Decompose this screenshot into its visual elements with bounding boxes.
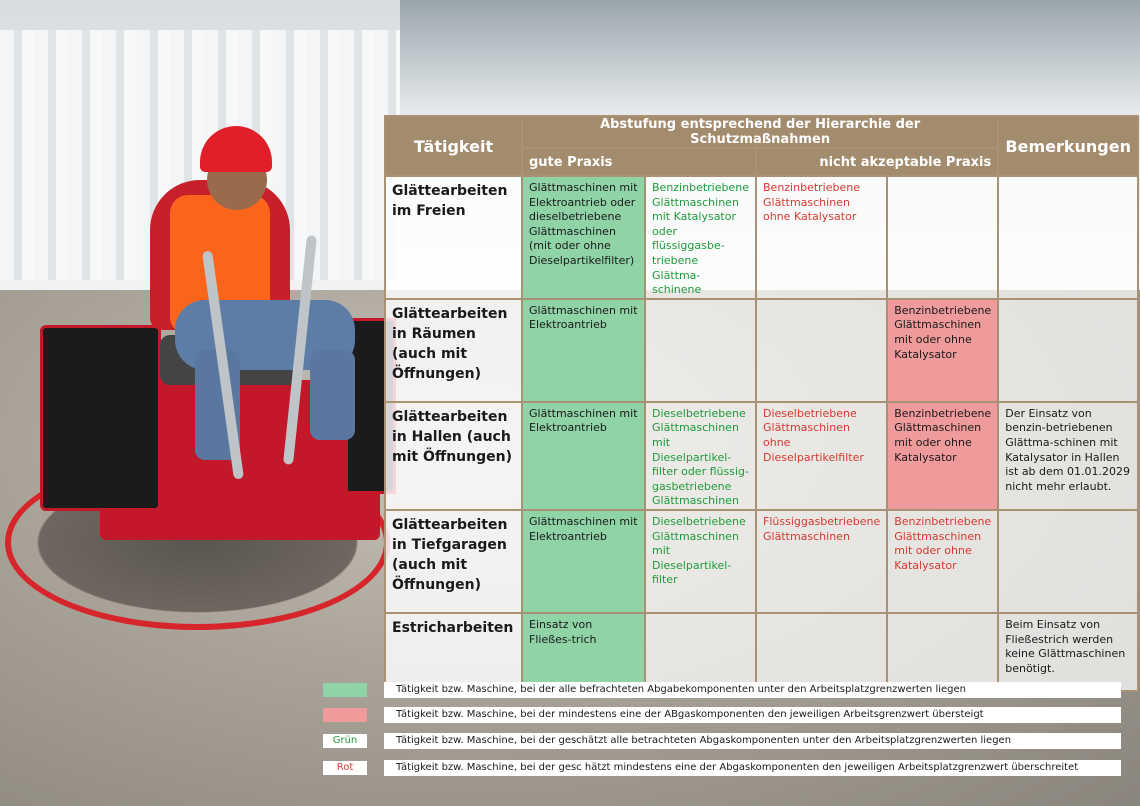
cell-remark: Der Einsatz von benzin-betriebenen Glättma-schinen mit Katalysator in Hallen ist ab dem 01.01.2029 nicht mehr erlaubt. [998,402,1138,510]
cell-bad-1 [756,613,887,691]
legend-red-text-sample: Rot [323,761,367,775]
table-row [385,402,1138,510]
cell-remark [998,299,1138,402]
legend-text: Tätigkeit bzw. Maschine, bei der geschätzt alle betrachteten Abgaskomponenten unter den Arbeitsplatzgrenzwerten liegen [384,733,1121,749]
worker-right-shin [310,350,355,440]
legend-green-text-sample: Grün [323,734,367,748]
header-bad-practice: nicht akzeptable Praxis [756,148,998,176]
cell-good-2: Dieselbetriebene Glättmaschinen mit Dieselpartikel-filter oder flüssig-gasbetriebene Glättmaschinen [645,402,756,510]
header-activity: Tätigkeit [385,116,522,176]
protection-measures-table [384,115,1139,692]
cell-bad-2 [887,613,998,691]
legend-red-swatch [323,708,367,722]
cell-bad-2: Benzinbetriebene Glättmaschinen mit oder ohne Katalysator [887,402,998,510]
machine-engine-box [40,325,161,511]
cell-bad-2: Benzinbetriebene Glättmaschinen mit oder ohne Katalysator [887,510,998,613]
cell-good-1: Einsatz von Fließes-trich [522,613,645,691]
cell-good-1: Glättmaschinen mit Elektroantrieb [522,402,645,510]
cell-bad-2 [887,176,998,299]
cell-good-1: Glättmaschinen mit Elektroantrieb [522,299,645,402]
table-row [385,510,1138,613]
cell-good-1: Glättmaschinen mit Elektroantrieb oder dieselbetriebene Glättmaschinen (mit oder ohne Dieselpartikelfilter) [522,176,645,299]
legend-text: Tätigkeit bzw. Maschine, bei der mindestens eine der ABgaskomponenten den jeweiligen Arbeitsgrenzwert übersteigt [384,707,1121,723]
table-row [385,176,1138,299]
row-activity: Glättearbeiten im Freien [385,176,522,299]
cell-bad-1: Dieselbetriebene Glättmaschinen ohne Dieselpartikelfilter [756,402,887,510]
hall-ceiling [400,0,1140,115]
cell-good-2 [645,613,756,691]
header-remarks: Bemerkungen [998,116,1138,176]
header-good-practice: gute Praxis [522,148,756,176]
legend-text: Tätigkeit bzw. Maschine, bei der gesc hätzt mindestens eine der Abgaskomponenten den jeweiligen Arbeitsplatzgrenzwert überschreitet [384,760,1121,776]
legend-green-swatch [323,683,367,697]
row-activity: Glättearbeiten in Räumen (auch mit Öffnungen) [385,299,522,402]
cell-remark: Beim Einsatz von Fließestrich werden keine Glättmaschinen benötigt. [998,613,1138,691]
cell-bad-1 [756,299,887,402]
cell-bad-1: Flüssiggasbetriebene Glättmaschinen [756,510,887,613]
row-activity: Estricharbeiten [385,613,522,691]
cell-good-1: Glättmaschinen mit Elektroantrieb [522,510,645,613]
cell-good-2: Benzinbetriebene Glättmaschinen mit Katalysator oder flüssiggasbe-triebene Glättma-schinene [645,176,756,299]
legend-text: Tätigkeit bzw. Maschine, bei der alle befrachteten Abgabekomponenten unter den Arbeitsplatzgrenzwerten liegen [384,682,1121,698]
cell-remark [998,176,1138,299]
cell-bad-1: Benzinbetriebene Glättmaschinen ohne Katalysator [756,176,887,299]
row-activity: Glättearbeiten in Hallen (auch mit Öffnungen) [385,402,522,510]
header-hierarchy: Abstufung entsprechend der Hierarchie der Schutzmaßnahmen [522,116,998,148]
cell-good-2: Dieselbetriebene Glättmaschinen mit Dieselpartikel-filter [645,510,756,613]
cell-good-2 [645,299,756,402]
row-activity: Glättearbeiten in Tiefgaragen (auch mit Öffnungen) [385,510,522,613]
cell-bad-2: Benzinbetriebene Glättmaschinen mit oder ohne Katalysator [887,299,998,402]
cell-remark [998,510,1138,613]
table-row [385,299,1138,402]
table-row [385,613,1138,691]
